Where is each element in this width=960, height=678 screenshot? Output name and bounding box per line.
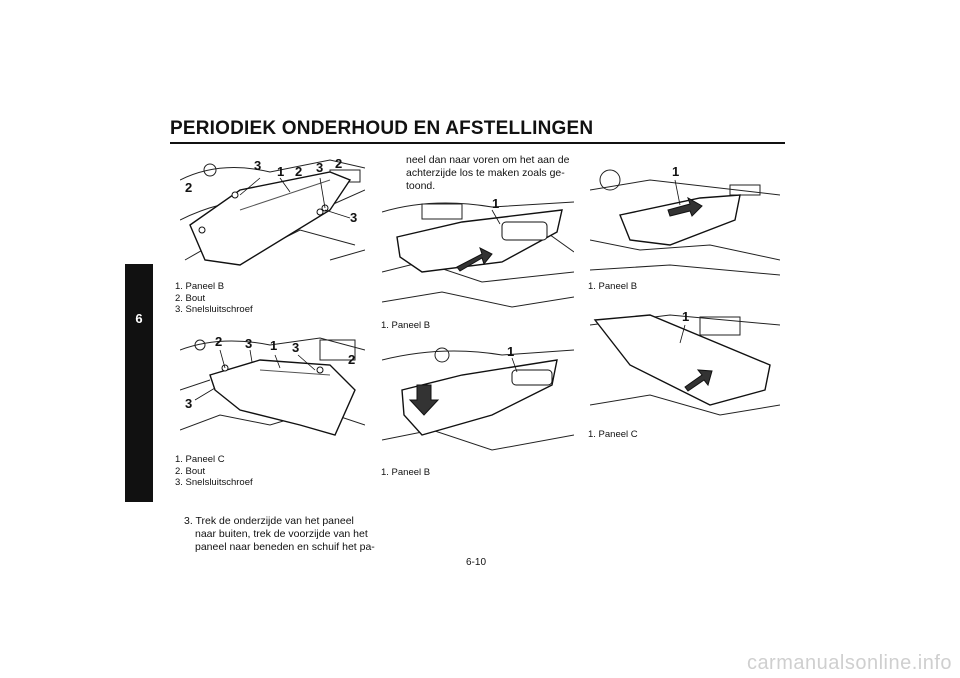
callout-3: 3 [292,340,300,355]
instruction-continued: neel dan naar voren om het aan de achterzijde los te maken zoals ge- toond. [406,154,570,192]
figure-caption: 1. Paneel B [381,320,431,331]
callout-1: 1 [682,309,690,324]
callout-3: 3 [185,396,193,411]
watermark: carmanualsonline.info [746,652,952,674]
figure-caption: 1. Paneel C [588,429,638,440]
chapter-tab-number: 6 [135,311,143,326]
callout-3: 3 [350,210,358,225]
figure-caption: 1. Paneel B [588,281,638,292]
callout-2: 2 [185,180,193,195]
figure-caption: 1. Paneel B 2. Bout 3. Snelsluitschroef [175,281,253,315]
figure-caption: 1. Paneel B [381,467,431,478]
figure-paneel-b-lower [382,340,574,460]
figure-paneel-b-slide [590,160,780,278]
callout-1: 1 [507,344,515,359]
callout-3: 3 [245,336,253,351]
callout-3: 3 [254,158,262,173]
page-number: 6-10 [466,557,487,568]
title-rule [170,142,785,144]
callout-2: 2 [348,352,356,367]
callout-2: 2 [215,334,223,349]
callout-2: 2 [295,164,303,179]
callout-1: 1 [277,164,285,179]
page-title: PERIODIEK ONDERHOUD EN AFSTELLINGEN [170,118,594,139]
callout-1: 1 [492,196,500,211]
instruction-step-3: 3. Trek de onderzijde van het paneel naar buiten, trek de voorzijde van het paneel naar beneden en schuif het pa- [184,515,375,553]
callout-1: 1 [672,164,680,179]
figure-caption: 1. Paneel C 2. Bout 3. Snelsluitschroef [175,454,253,488]
figure-paneel-c-removal [180,330,365,445]
chapter-tab [125,264,153,502]
figure-paneel-b-removal [180,150,365,280]
callout-1: 1 [270,338,278,353]
callout-2: 2 [335,156,343,171]
callout-3: 3 [316,160,324,175]
figure-paneel-b-pull [382,192,574,312]
figure-paneel-c-slide [590,305,780,425]
